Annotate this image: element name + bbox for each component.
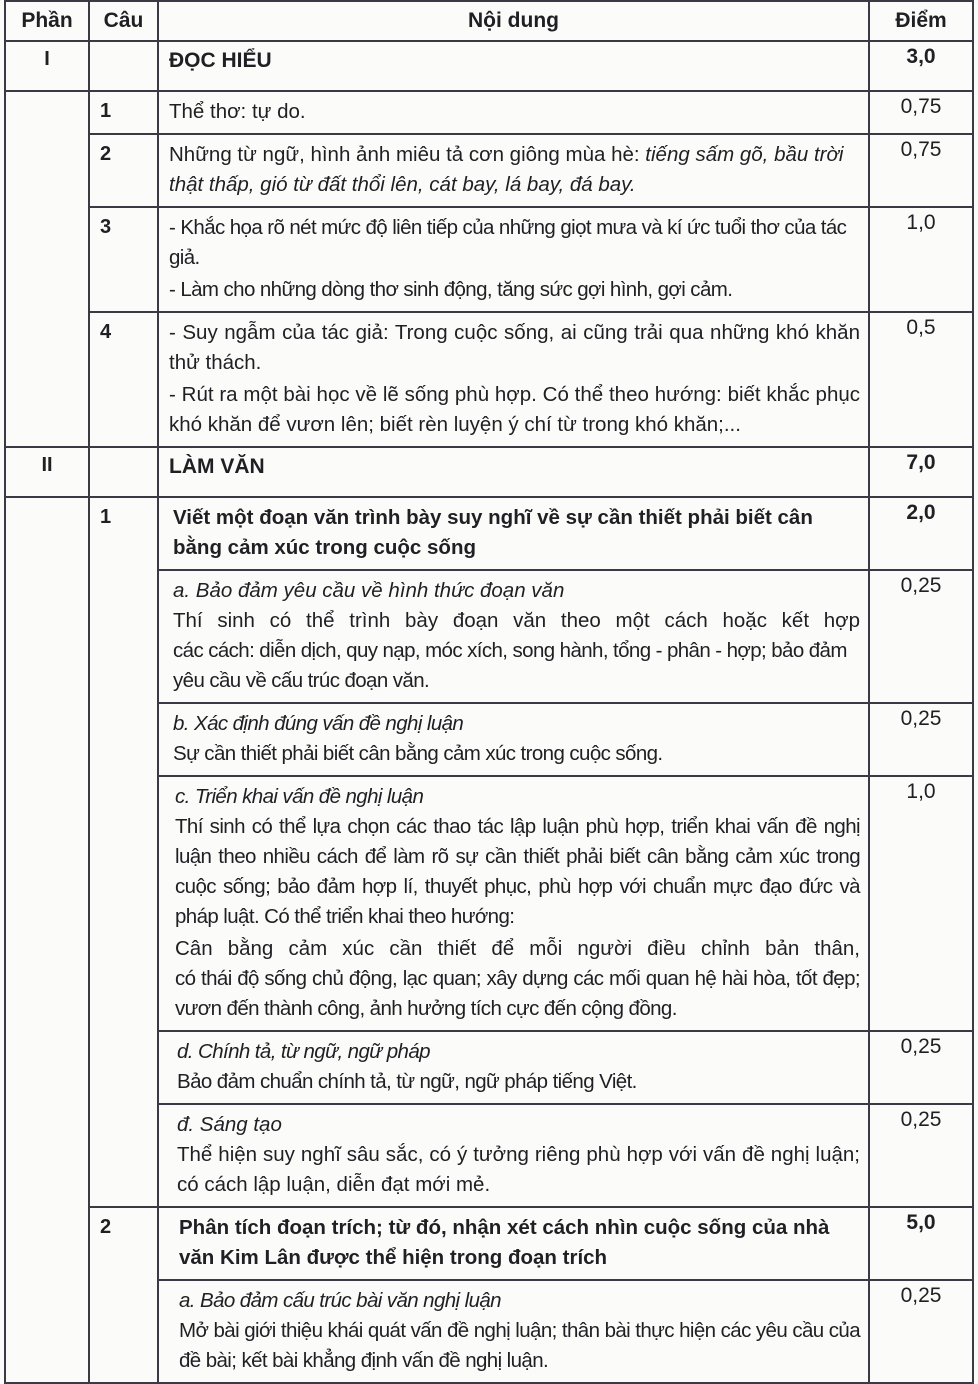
section-title: ĐỌC HIỂU — [158, 41, 869, 91]
header-diem: Điểm — [869, 1, 973, 41]
criterion-body: Thí sinh có thể lựa chọn các thao tác lập luận phù hợp, triển khai vấn đề nghị luận theo nhiều cách để làm rõ sự cần thiết phải biết cân bằng cảm xúc trong cuộc sống; bảo đảm hợp lí, thuyết phục, phù hợp với chuẩn mực đạo đức và pháp luật. Có thể triển khai theo hướng: — [175, 815, 860, 928]
score-cell: 0,25 — [869, 1104, 973, 1207]
empty-cell — [89, 41, 158, 91]
table-row — [5, 1207, 973, 1280]
section-row-part2 — [5, 447, 973, 497]
question-number: 2 — [89, 1207, 158, 1383]
criterion-content — [158, 570, 869, 703]
answer-line: - Làm cho những dòng thơ sinh động, tăng sức gợi hình, gợi cảm. — [169, 278, 733, 301]
answer-text-italic: tiếng sấm gõ, bầu trời thật thấp, gió từ đất thổi lên, cát bay, lá bay, đá bay. — [169, 143, 844, 196]
empty-cell — [89, 447, 158, 497]
answer-content — [158, 134, 869, 207]
header-phan: Phần — [5, 1, 89, 41]
answer-line: - Suy ngẫm của tác giả: Trong cuộc sống, ai cũng trải qua những khó khăn thử thách. — [169, 321, 860, 374]
criterion-heading: d. Chính tả, từ ngữ, ngữ pháp — [177, 1040, 430, 1063]
part-label: II — [5, 447, 89, 497]
table-row — [5, 91, 973, 134]
part-spacer-cell — [5, 497, 89, 1383]
table-row — [5, 207, 973, 312]
criterion-content — [158, 776, 869, 1031]
part-label: I — [5, 41, 89, 91]
criterion-body: Mở bài giới thiệu khái quát vấn đề nghị luận; thân bài thực hiện các yêu cầu của đề bài; kết bài khẳng định vấn đề nghị luận. — [179, 1319, 860, 1372]
section-row-part1 — [5, 41, 973, 91]
criterion-heading: đ. Sáng tạo — [177, 1113, 282, 1136]
table-row — [5, 134, 973, 207]
score-cell: 0,25 — [869, 703, 973, 776]
score-cell: 0,25 — [869, 1031, 973, 1104]
answer-text: Thể thơ: tự do. — [169, 100, 306, 123]
criterion-body: có thái độ sống chủ động, lạc quan; xây dựng các mối quan hệ hài hòa, tốt đẹp; vươn đến thành công, ảnh hưởng tích cực đến cộng đồng. — [175, 967, 860, 1020]
criterion-content — [158, 1104, 869, 1207]
header-cau: Câu — [89, 1, 158, 41]
section-score: 3,0 — [869, 41, 973, 91]
score-cell: 0,75 — [869, 134, 973, 207]
answer-content — [158, 207, 869, 312]
criterion-body: Thí sinh có thể trình bày đoạn văn theo một cách hoặc kết hợp — [173, 609, 860, 632]
question-number: 2 — [89, 134, 158, 207]
answer-content — [158, 91, 869, 134]
question-title: Viết một đoạn văn trình bày suy nghĩ về sự cần thiết phải biết cân bằng cảm xúc trong cuộc sống — [158, 497, 869, 570]
answer-content — [158, 312, 869, 447]
question-number: 4 — [89, 312, 158, 447]
question-title: Phân tích đoạn trích; từ đó, nhận xét cách nhìn cuộc sống của nhà văn Kim Lân được thể hiện trong đoạn trích — [158, 1207, 869, 1280]
table-row — [5, 312, 973, 447]
criterion-body: Bảo đảm chuẩn chính tả, từ ngữ, ngữ pháp tiếng Việt. — [177, 1070, 637, 1093]
score-cell: 0,75 — [869, 91, 973, 134]
question-number: 1 — [89, 91, 158, 134]
question-number: 3 — [89, 207, 158, 312]
criterion-body: các cách: diễn dịch, quy nạp, móc xích, song hành, tổng - phân - hợp; bảo đảm yêu cầu về cấu trúc đoạn văn. — [173, 639, 847, 692]
criterion-body: Cân bằng cảm xúc cần thiết để mỗi người điều chỉnh bản thân, — [175, 937, 860, 960]
score-cell: 1,0 — [869, 776, 973, 1031]
table-row — [5, 497, 973, 570]
criterion-body: Sự cần thiết phải biết cân bằng cảm xúc trong cuộc sống. — [173, 742, 663, 765]
score-cell: 1,0 — [869, 207, 973, 312]
section-score: 7,0 — [869, 447, 973, 497]
section-title: LÀM VĂN — [158, 447, 869, 497]
criterion-content — [158, 703, 869, 776]
grading-rubric-table — [4, 0, 974, 1384]
criterion-content — [158, 1280, 869, 1383]
answer-line: - Khắc họa rõ nét mức độ liên tiếp của những giọt mưa và kí ức tuổi thơ của tác giả. — [169, 216, 847, 269]
score-cell: 2,0 — [869, 497, 973, 570]
score-cell: 0,5 — [869, 312, 973, 447]
criterion-heading: a. Bảo đảm yêu cầu về hình thức đoạn văn — [173, 579, 565, 602]
criterion-content — [158, 1031, 869, 1104]
score-cell: 0,25 — [869, 1280, 973, 1383]
score-cell: 0,25 — [869, 570, 973, 703]
criterion-heading: a. Bảo đảm cấu trúc bài văn nghị luận — [179, 1289, 501, 1312]
criterion-heading: c. Triển khai vấn đề nghị luận — [175, 785, 424, 808]
criterion-body: Thể hiện suy nghĩ sâu sắc, có ý tưởng riêng phù hợp với vấn đề nghị luận; có cách lập luận, diễn đạt mới mẻ. — [177, 1143, 860, 1196]
score-cell: 5,0 — [869, 1207, 973, 1280]
header-noi-dung: Nội dung — [158, 1, 869, 41]
answer-line: - Rút ra một bài học về lẽ sống phù hợp. Có thể theo hướng: biết khắc phục khó khăn để vươn lên; biết rèn luyện ý chí từ trong khó khăn;... — [169, 383, 860, 436]
question-number: 1 — [89, 497, 158, 1207]
table-header-row — [5, 1, 973, 41]
criterion-heading: b. Xác định đúng vấn đề nghị luận — [173, 712, 464, 735]
part-spacer-cell — [5, 91, 89, 447]
answer-text: Những từ ngữ, hình ảnh miêu tả cơn giông mùa hè: — [169, 143, 646, 166]
